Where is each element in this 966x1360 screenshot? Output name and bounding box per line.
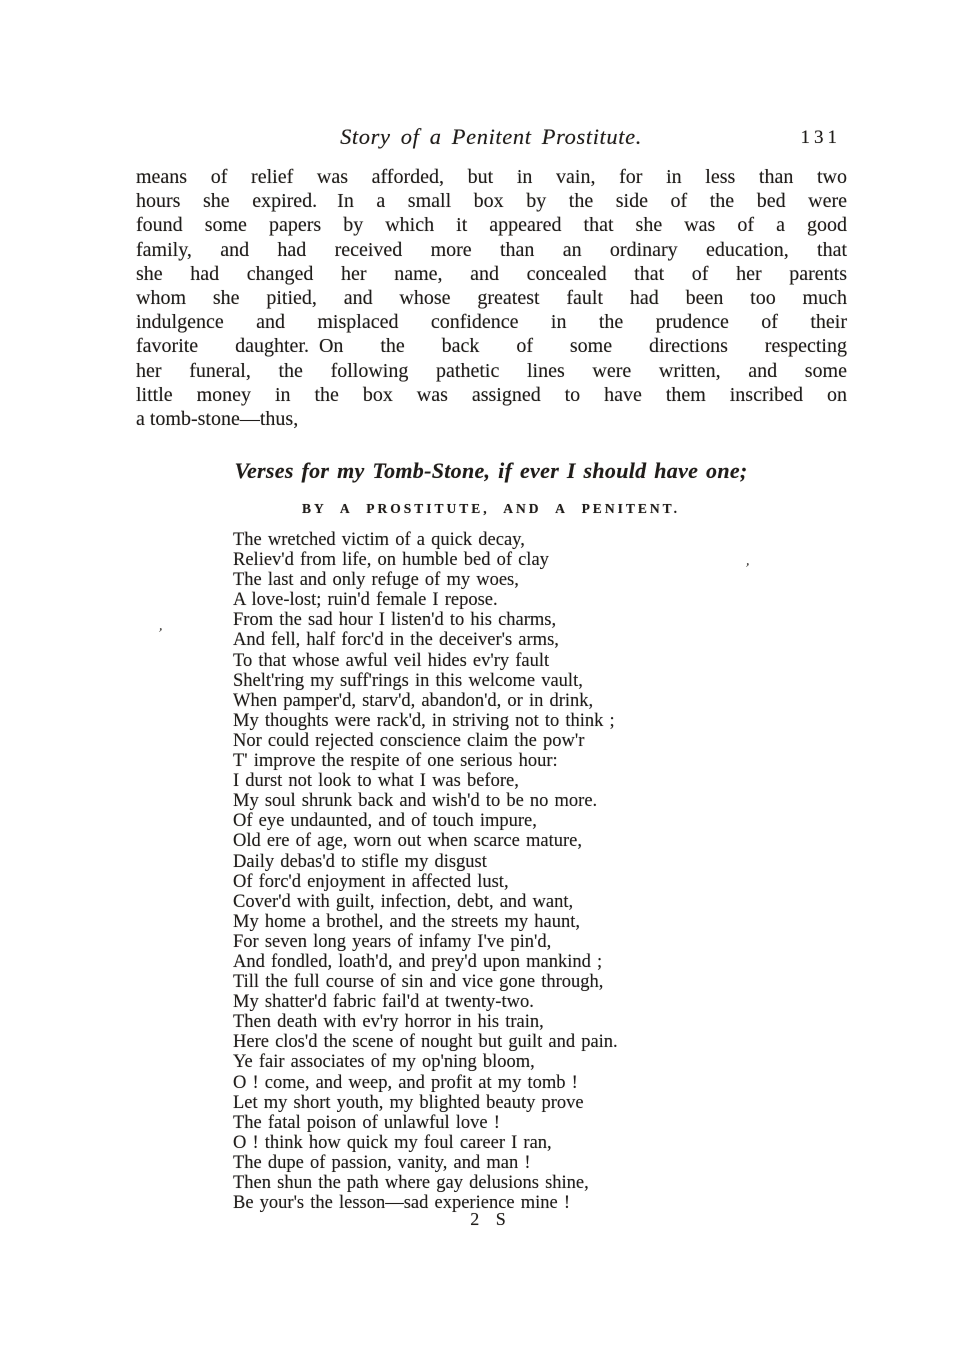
page-number: 131 (800, 127, 841, 148)
poem-line: And fondled, loath'd, and prey'd upon mankind ; (233, 951, 603, 972)
scan-artifact: ’ (155, 625, 164, 643)
poem-line: My home a brothel, and the streets my haunt, (233, 911, 580, 932)
poem-line: And fell, half forc'd in the deceiver's arms, (233, 630, 559, 651)
signature-mark: 2 S (470, 1209, 512, 1229)
poem-line: Reliev'd from life, on humble bed of clay (233, 550, 549, 571)
poem-line: Here clos'd the scene of nought but guilt and pain. (233, 1032, 618, 1053)
poem-line: To that whose awful veil hides ev'ry fault (233, 650, 550, 671)
prose-line: her funeral, the following pathetic lines were written, and some (136, 359, 847, 382)
poem-line: For seven long years of infamy I've pin'd, (233, 931, 552, 952)
running-head (137, 124, 845, 156)
poem-line: Ye fair associates of my op'ning bloom, (233, 1052, 535, 1073)
poem-line: My thoughts were rack'd, in striving not to think ; (233, 710, 615, 731)
poem-line: My shatter'd fabric fail'd at twenty-two. (233, 992, 534, 1013)
poem-line: I durst not look to what I was before, (233, 771, 519, 792)
prose-line: means of relief was afforded, but in vain, for in less than two (136, 166, 847, 188)
poem-line: Cover'd with guilt, infection, debt, and want, (233, 891, 574, 912)
prose-line: family, and had received more than an ordinary education, that (136, 238, 847, 261)
poem-line: The wretched victim of a quick decay, (233, 530, 525, 550)
poem-line: My soul shrunk back and wish'd to be no more. (233, 791, 598, 812)
poem-line: O ! think how quick my foul career I ran, (233, 1132, 552, 1153)
prose-line: favorite daughter. On the back of some directions respecting (136, 335, 847, 358)
poem-line: Then death with ev'ry horror in his train, (233, 1012, 544, 1033)
poem-line: Then shun the path where gay delusions shine, (233, 1173, 589, 1193)
prose-line: she had changed her name, and concealed that of her parents (136, 262, 847, 285)
prose-line: little money in the box was assigned to have them inscribed on (136, 383, 847, 406)
poem-line: Of eye undaunted, and of touch impure, (233, 811, 537, 832)
prose-line: indulgence and misplaced confidence in the prudence of their (136, 311, 847, 334)
prose-line: whom she pitied, and whose greatest fault had been too much (136, 287, 847, 310)
running-title: Story of a Penitent Prostitute. (340, 124, 642, 149)
poem-byline: BY A PROSTITUTE, AND A PENITENT. (302, 501, 680, 516)
prose-line: found some papers by which it appeared that she was of a good (136, 214, 847, 237)
poem-line: The dupe of passion, vanity, and man ! (233, 1152, 531, 1173)
prose-line: a tomb-stone—thus, (136, 408, 299, 431)
poem-line: Let my short youth, my blighted beauty prove (233, 1092, 584, 1113)
poem-line: When pamper'd, starv'd, abandon'd, or in drink, (233, 690, 594, 711)
scan-artifact: ’ (742, 560, 751, 578)
poem-line: The last and only refuge of my woes, (233, 570, 519, 591)
prose-line: hours she expired. In a small box by the side of the bed were (136, 190, 847, 213)
poem-line: Daily debas'd to stifle my disgust (233, 851, 487, 872)
poem-line: The fatal poison of unlawful love ! (233, 1112, 500, 1133)
poem-body (233, 530, 618, 1213)
poem-line: Nor could rejected conscience claim the pow'r (233, 730, 585, 751)
poem-line: A love-lost; ruin'd female I repose. (233, 590, 498, 611)
poem-line: T' improve the respite of one serious hour: (233, 751, 558, 772)
prose-paragraph (136, 165, 847, 431)
poem-line: Old ere of age, worn out when scarce mature, (233, 831, 582, 852)
poem-line: Be your's the lesson—sad experience mine ! (233, 1193, 571, 1214)
poem-title: Verses for my Tomb-Stone, if ever I should have one; (234, 458, 748, 483)
poem-line: Shelt'ring my suff'rings in this welcome vault, (233, 670, 583, 691)
poem-line: Of forc'd enjoyment in affected lust, (233, 871, 509, 892)
poem-line: O ! come, and weep, and profit at my tomb ! (233, 1072, 578, 1093)
poem-line: Till the full course of sin and vice gone through, (233, 972, 604, 993)
poem-line: From the sad hour I listen'd to his charms, (233, 610, 557, 631)
